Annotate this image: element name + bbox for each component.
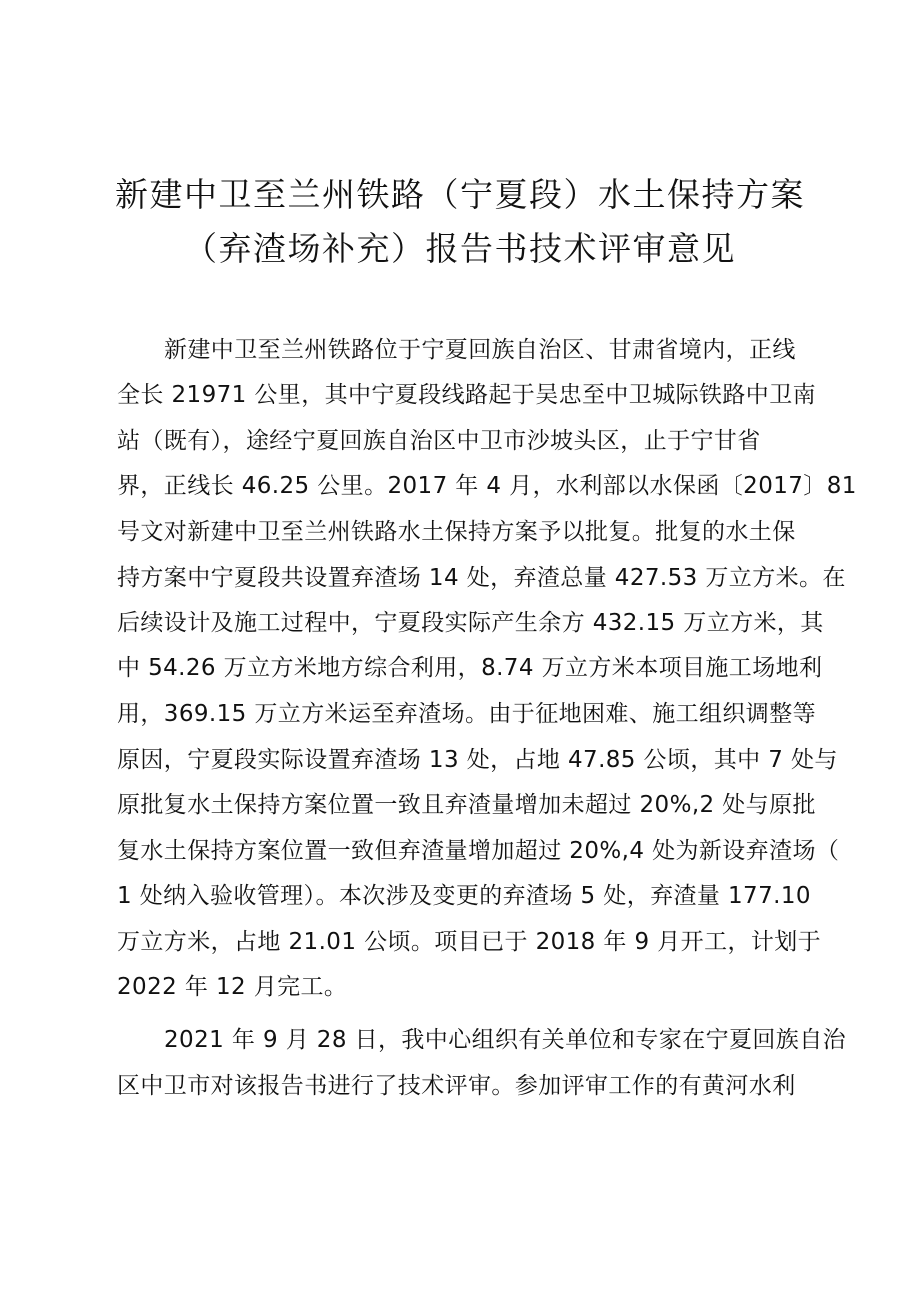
paragraph-1-line: 新建中卫至兰州铁路位于宁夏回族自治区、甘肃省境内，正线	[164, 337, 796, 363]
document-title-line-1: 新建中卫至兰州铁路（宁夏段）水土保持方案	[115, 175, 805, 214]
paragraph-1-line: 后续设计及施工过程中，宁夏段实际产生余方 432.15 万立方米，其	[117, 610, 824, 636]
paragraph-1-line: 2022 年 12 月完工。	[117, 974, 348, 1000]
paragraph-1-line: 原批复水土保持方案位置一致且弃渣量增加未超过 20%,2 处与原批	[117, 792, 816, 818]
paragraph-1-line: 万立方米，占地 21.01 公顷。项目已于 2018 年 9 月开工，计划于	[117, 929, 822, 955]
document-title-line-2: （弃渣场补充）报告书技术评审意见	[184, 229, 736, 268]
paragraph-1-line: 中 54.26 万立方米地方综合利用，8.74 万立方米本项目施工场地利	[117, 655, 823, 681]
paragraph-1-line: 用，369.15 万立方米运至弃渣场。由于征地困难、施工组织调整等	[117, 701, 816, 727]
paragraph-1-line: 号文对新建中卫至兰州铁路水土保持方案予以批复。批复的水土保	[117, 519, 796, 545]
paragraph-1-line: 原因，宁夏段实际设置弃渣场 13 处，占地 47.85 公顷，其中 7 处与	[117, 747, 838, 773]
paragraph-1-line: 复水土保持方案位置一致但弃渣量增加超过 20%,4 处为新设弃渣场（	[117, 838, 840, 864]
paragraph-1-line: 持方案中宁夏段共设置弃渣场 14 处，弃渣总量 427.53 万立方米。在	[117, 565, 846, 591]
paragraph-2-line: 区中卫市对该报告书进行了技术评审。参加评审工作的有黄河水利	[117, 1073, 796, 1099]
paragraph-1-line: 站（既有），途经宁夏回族自治区中卫市沙坡头区，止于宁甘省	[117, 428, 761, 454]
paragraph-1-line: 1 处纳入验收管理）。本次涉及变更的弃渣场 5 处，弃渣量 177.10	[117, 883, 811, 909]
paragraph-2-line: 2021 年 9 月 28 日，我中心组织有关单位和专家在宁夏回族自治	[164, 1027, 846, 1053]
paragraph-1-line: 界，正线长 46.25 公里。2017 年 4 月，水利部以水保函〔2017〕81	[117, 473, 857, 499]
paragraph-1-line: 全长 21971 公里，其中宁夏段线路起于吴忠至中卫城际铁路中卫南	[117, 382, 816, 408]
